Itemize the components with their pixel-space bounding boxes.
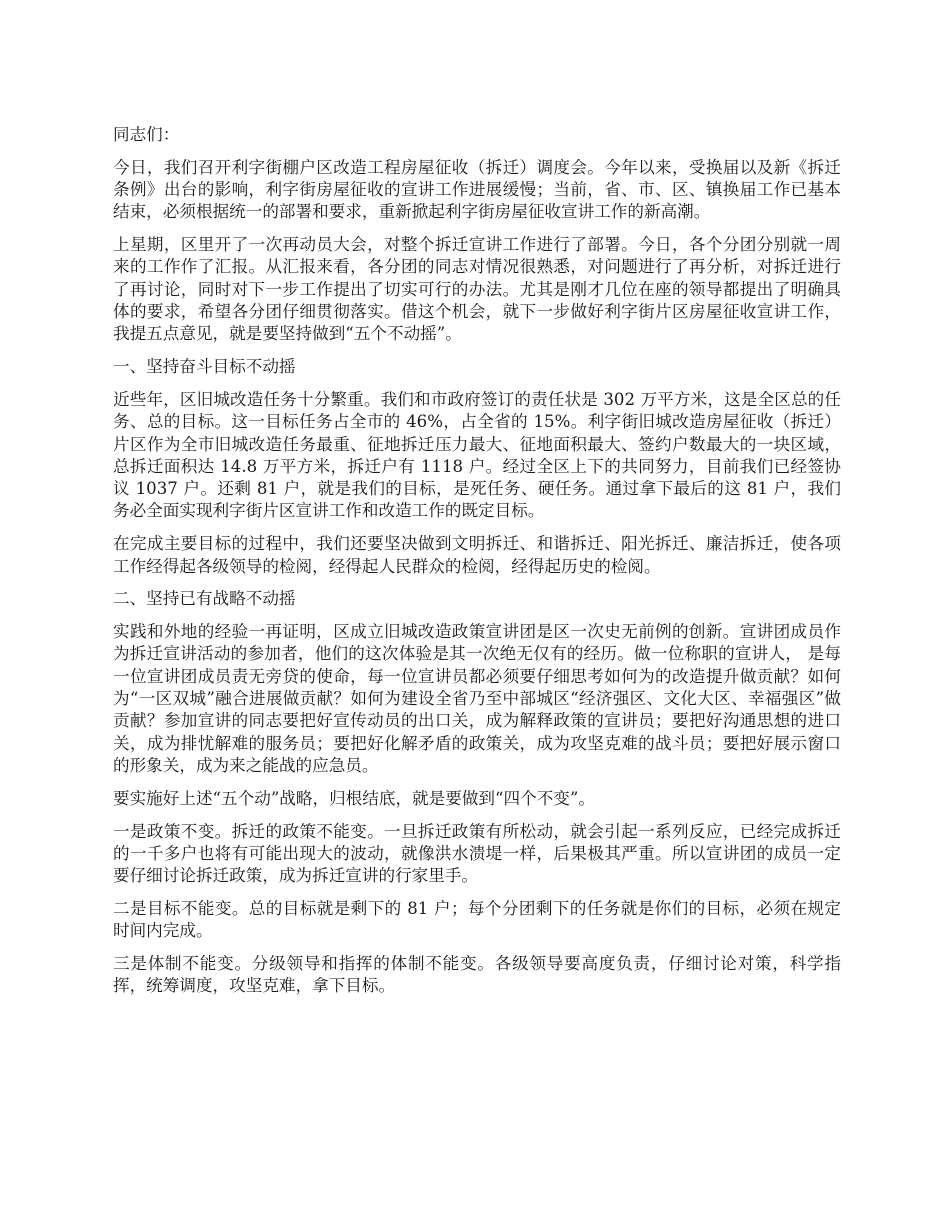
paragraph-civilized-demolition: 在完成主要目标的过程中，我们还要坚决做到文明拆迁、和谐拆迁、阳光拆迁、廉洁拆迁，使各项工作经得起各级领导的检阅，经得起人民群众的检阅，经得起历史的检阅。 [113,534,841,576]
section-heading-1: 一、坚持奋斗目标不动摇 [113,357,296,377]
paragraph-intro: 今日，我们召开利字街棚户区改造工程房屋征收（拆迁）调度会。今年以来，受换届以及新《拆迁条例》出台的影响，利字街房屋征收的宣讲工作进展缓慢；当前，省、市、区、镇换届工作已基本结束，必须根据统一的部署和要求，重新掀起利字街房屋征收宣讲工作的新高潮。 [113,157,841,222]
paragraph-task-goals: 近些年，区旧城改造任务十分繁重。我们和市政府签订的责任状是 302 万平方米，这是全区总的任务、总的目标。这一目标任务占全市的 46%，占全省的 15%。利字街旧城改造房屋征收（拆迁）片区作为全市旧城改造任务最重、征地拆迁压力最大、征地面积最大、签约户数最大的一块区域，总拆迁面积达 14.8 万平方米，拆迁户有 1118 户。经过全区上下的共同努力，目前我们已经签协议 1037 户。还剩 81 户，就是我们的目标，是死任务、硬任务。通过拿下最后的这 81 户，我们务必全面实现利字街片区宣讲工作和改造工作的既定目标。 [113,389,841,521]
paragraph-system-unchanged: 三是体制不能变。分级领导和指挥的体制不能变。各级领导要高度负责，仔细讨论对策，科学指挥，统筹调度，攻坚克难，拿下目标。 [113,954,841,996]
section-heading-2: 二、坚持已有战略不动摇 [113,589,296,609]
paragraph-policy-unchanged: 一是政策不变。拆迁的政策不能变。一旦拆迁政策有所松动，就会引起一系列反应，已经完成拆迁的一千多户也将有可能出现大的波动，就像洪水溃堤一样，后果极其严重。所以宣讲团的成员一定要仔细讨论拆迁政策，成为拆迁宣讲的行家里手。 [113,821,841,886]
paragraph-background: 上星期，区里开了一次再动员大会，对整个拆迁宣讲工作进行了部署。今日，各个分团分别就一周来的工作作了汇报。从汇报来看，各分团的同志对情况很熟悉，对问题进行了再分析，对拆迁进行了再讨论，同时对下一步工作提出了切实可行的办法。尤其是刚才几位在座的领导都提出了明确具体的要求，希望各分团仔细贯彻落实。借这个机会，就下一步做好利字街片区房屋征收宣讲工作，我提五点意见，就是要坚持做到“五个不动摇”。 [113,235,841,344]
paragraph-goal-unchanged: 二是目标不能变。总的目标就是剩下的 81 户；每个分团剩下的任务就是你们的目标，必须在规定时间内完成。 [113,898,841,941]
document-page [113,124,841,1008]
greeting: 同志们： [113,125,180,144]
paragraph-four-unchanged: 要实施好上述“五个动”战略，归根结底，就是要做到“四个不变”。 [113,788,595,808]
paragraph-strategy: 实践和外地的经验一再证明，区成立旧城改造政策宣讲团是区一次史无前例的创新。宣讲团成员作为拆迁宣讲活动的参加者，他们的这次体验是其一次绝无仅有的经历。做一位称职的宣讲人， 是每一位宣讲团成员责无旁贷的使命，每一位宣讲员都必须要仔细思考如何为的改造提升做贡献？如何为“一区双城”融合进展做贡献？如何为建设全省乃至中部城区“经济强区、文化大区、幸福强区”做贡献？参加宣讲的同志要把好宣传动员的出口关，成为解释政策的宣讲员；要把好沟通思想的进口关，成为排忧解难的服务员；要把好化解矛盾的政策关，成为攻坚克难的战斗员；要把好展示窗口的形象关，成为来之能战的应急员。 [113,622,841,775]
